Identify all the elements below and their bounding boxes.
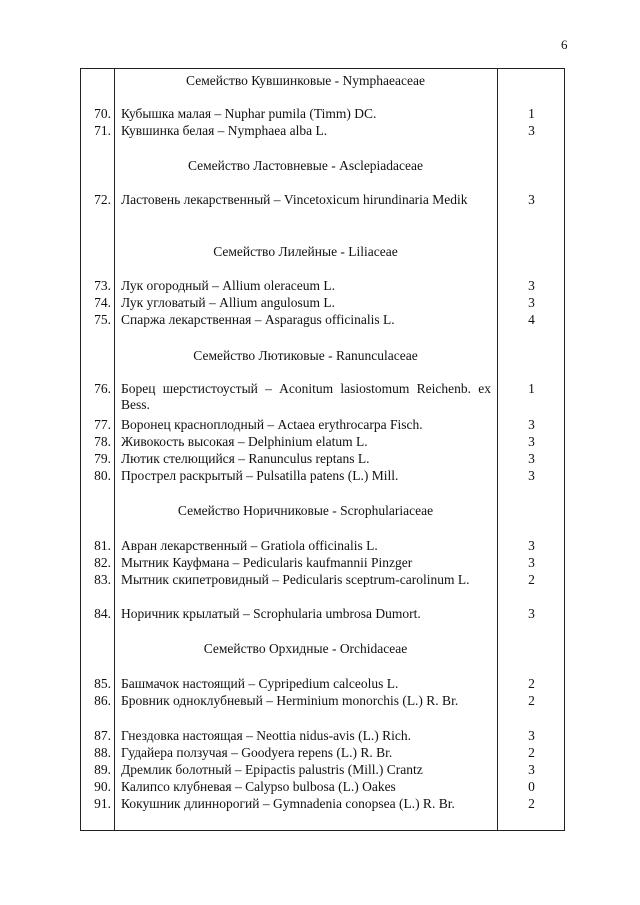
species-name: Кубышка малая – Nuphar pumila (Timm) DC.	[121, 106, 377, 121]
rarity-category: 0	[528, 779, 535, 794]
rarity-category: 1	[528, 106, 535, 121]
rarity-category: 2	[528, 676, 535, 691]
page-number: 6	[561, 37, 568, 52]
species-number: 87.	[94, 728, 111, 743]
species-name: Дремлик болотный – Epipactis palustris (Mill.) Crantz	[121, 762, 423, 777]
species-name: Мытник Кауфмана – Pedicularis kaufmannii Pinzger	[121, 555, 413, 570]
species-number: 80.	[94, 468, 111, 483]
rarity-category: 4	[528, 312, 535, 327]
species-name: Калипсо клубневая – Calypso bulbosa (L.) Oakes	[121, 779, 396, 794]
species-number: 91.	[94, 796, 111, 811]
species-number: 78.	[94, 434, 111, 449]
family-heading: Семейство Норичниковые - Scrophulariaceae	[177, 503, 434, 518]
species-number: 76.	[94, 381, 111, 396]
rarity-category: 3	[528, 555, 535, 570]
species-number: 81.	[94, 538, 111, 553]
species-name: Норичник крылатый – Scrophularia umbrosa Dumort.	[121, 606, 421, 621]
species-number: 88.	[94, 745, 111, 760]
species-name: Гнездовка настоящая – Neottia nidus-avis (L.) Rich.	[121, 728, 412, 743]
species-number: 83.	[94, 572, 111, 587]
family-heading: Семейство Кувшинковые - Nymphaeaceae	[186, 73, 425, 88]
family-heading: Семейство Лютиковые - Ranunculaceae	[193, 348, 418, 363]
species-name: Спаржа лекарственная – Asparagus officinalis L.	[121, 312, 395, 327]
species-name: Бровник одноклубневый – Herminium monorchis (L.) R. Br.	[121, 693, 459, 708]
rarity-category: 3	[528, 295, 535, 310]
species-number: 82.	[94, 555, 111, 570]
species-number: 89.	[94, 762, 111, 777]
family-heading: Семейство Ластовневые - Asclepiadaceae	[187, 158, 424, 173]
species-name: Кувшинка белая – Nymphaea alba L.	[121, 123, 328, 138]
rarity-category: 3	[528, 451, 535, 466]
rarity-category: 3	[528, 278, 535, 293]
species-table	[80, 68, 565, 831]
species-name: Ластовень лекарственный – Vincetoxicum hirundinaria Medik	[121, 192, 468, 207]
species-name: Кокушник длиннорогий – Gymnadenia conopsea (L.) R. Br.	[121, 796, 455, 811]
species-number: 72.	[94, 192, 111, 207]
species-number: 70.	[94, 106, 111, 121]
rarity-category: 2	[528, 745, 535, 760]
rarity-category: 3	[528, 728, 535, 743]
species-name: Лютик стелющийся – Ranunculus reptans L.	[121, 451, 370, 466]
species-number: 79.	[94, 451, 111, 466]
species-name: Башмачок настоящий – Cypripedium calceolus L.	[121, 676, 399, 691]
species-number: 85.	[94, 676, 111, 691]
species-name: Прострел раскрытый – Pulsatilla patens (L.) Mill.	[121, 468, 399, 483]
rarity-category: 3	[528, 538, 535, 553]
species-number: 73.	[94, 278, 111, 293]
species-name: Лук огородный – Allium oleraceum L.	[121, 278, 336, 293]
rarity-category: 3	[528, 606, 535, 621]
family-heading: Семейство Лилейные - Liliaceae	[213, 244, 398, 259]
rarity-category: 2	[528, 693, 535, 708]
species-number: 75.	[94, 312, 111, 327]
species-number: 84.	[94, 606, 111, 621]
species-name: Авран лекарственный – Gratiola officinalis L.	[121, 538, 378, 553]
family-heading: Семейство Орхидные - Orchidaceae	[203, 641, 408, 656]
rarity-category: 3	[528, 468, 535, 483]
species-number: 71.	[94, 123, 111, 138]
species-name: Воронец красноплодный – Actaea erythrocarpa Fisch.	[121, 417, 423, 432]
species-number: 74.	[94, 295, 111, 310]
rarity-category: 3	[528, 417, 535, 432]
column-divider-number	[114, 69, 115, 830]
rarity-category: 3	[528, 762, 535, 777]
species-number: 86.	[94, 693, 111, 708]
species-name: Борец шерстистоустый – Aconitum lasiostomum Reichenb. ex Bess.	[121, 381, 491, 412]
species-name: Мытник скипетровидный – Pedicularis sceptrum-carolinum L.	[121, 572, 470, 587]
species-name: Живокость высокая – Delphinium elatum L.	[121, 434, 368, 449]
species-number: 90.	[94, 779, 111, 794]
species-number: 77.	[94, 417, 111, 432]
species-name: Гудайера ползучая – Goodyera repens (L.) R. Br.	[121, 745, 393, 760]
rarity-category: 1	[528, 381, 535, 396]
species-name: Лук угловатый – Allium angulosum L.	[121, 295, 335, 310]
rarity-category: 2	[528, 572, 535, 587]
rarity-category: 2	[528, 796, 535, 811]
rarity-category: 3	[528, 434, 535, 449]
rarity-category: 3	[528, 192, 535, 207]
rarity-category: 3	[528, 123, 535, 138]
